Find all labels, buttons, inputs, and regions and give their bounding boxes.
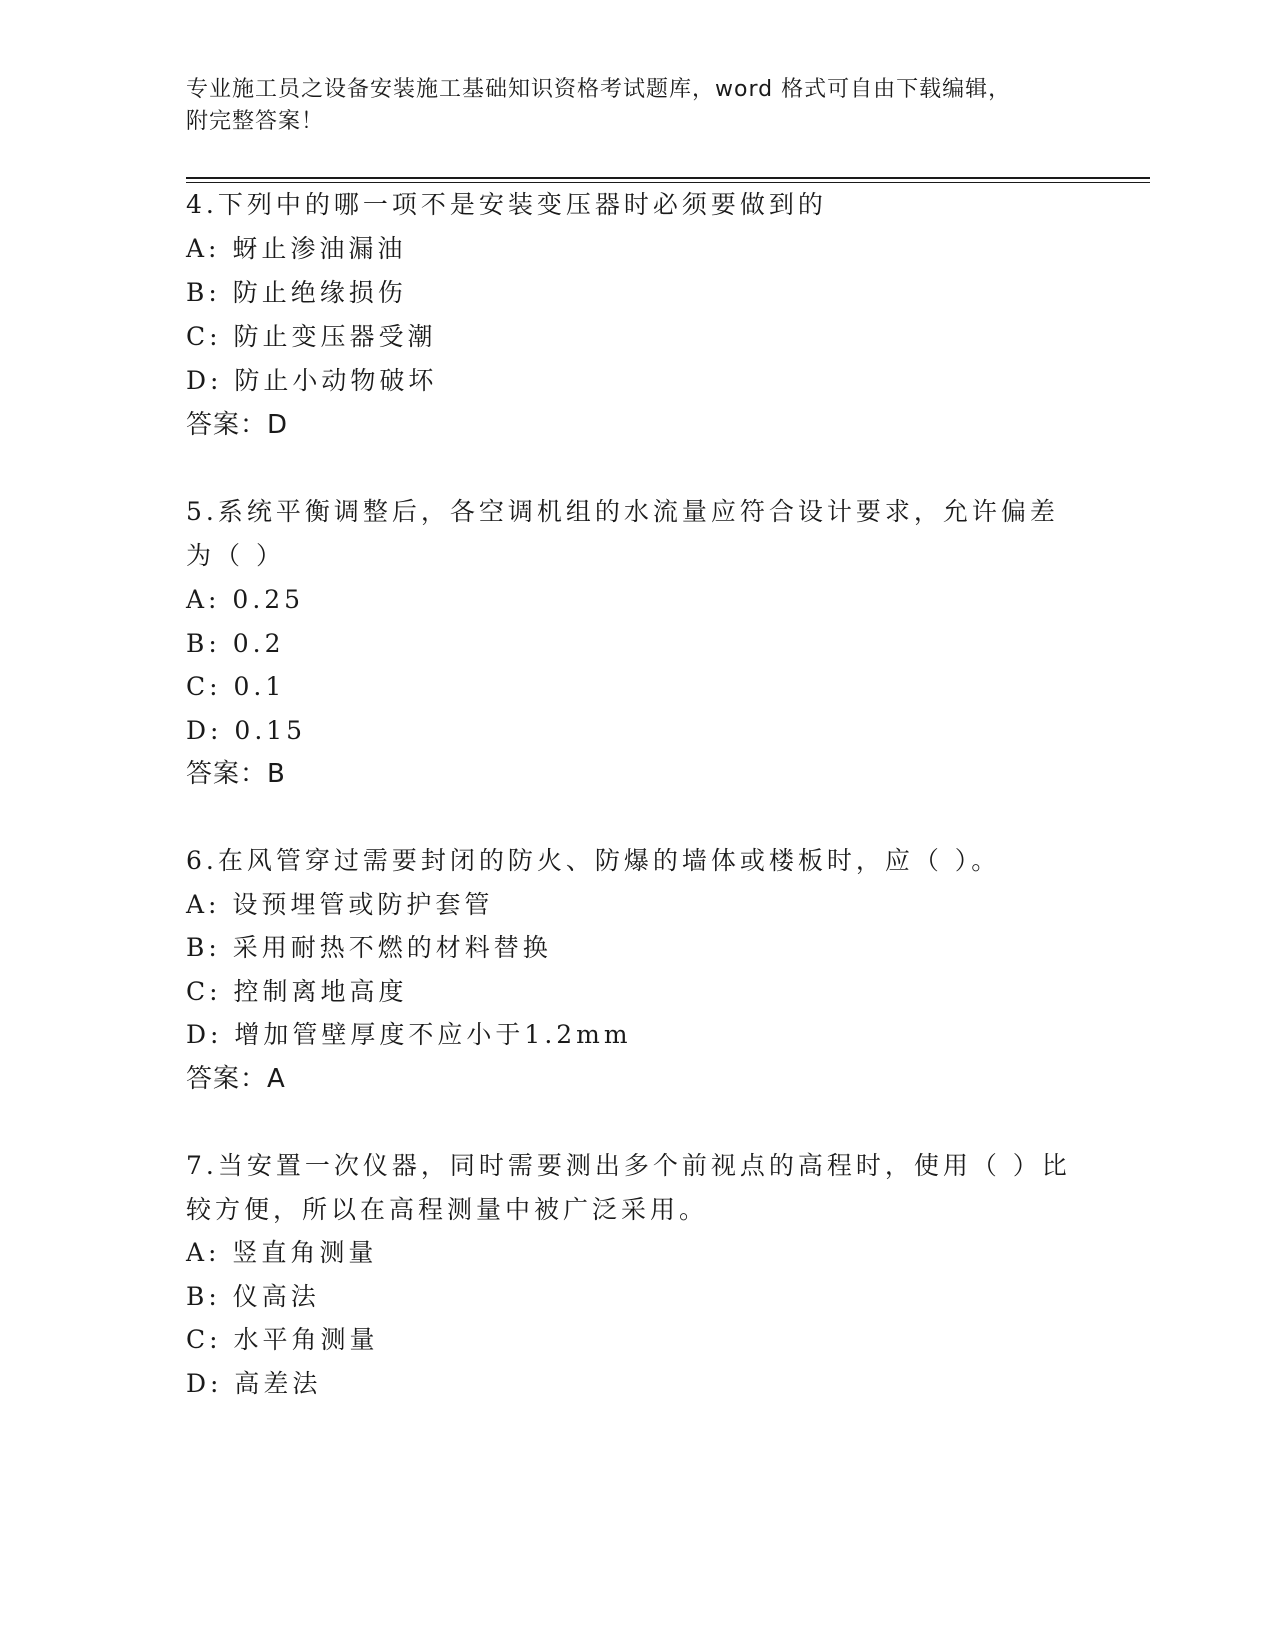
header-rule-thick [186,177,1150,179]
question-7-stem-line-1: 7.当安置一次仪器，同时需要测出多个前视点的高程时，使用（ ）比 [186,1151,1071,1180]
question-4-option-a: A: 蚜止渗油漏油 [186,234,407,263]
question-7-option-d: D: 高差法 [186,1369,322,1398]
question-7-option-c: C: 水平角测量 [186,1325,379,1354]
question-4-stem-line-1: 4.下列中的哪一项不是安装变压器时必须要做到的 [186,190,827,219]
question-5-stem-line-1: 5.系统平衡调整后，各空调机组的水流量应符合设计要求，允许偏差 [186,497,1059,526]
header-rule-thin [186,182,1150,183]
question-5-answer: 答案：B [186,759,286,789]
question-6-answer: 答案：A [186,1064,286,1094]
question-4-answer: 答案：D [186,410,289,440]
question-4-option-d: D: 防止小动物破坏 [186,366,438,395]
question-7-option-a: A: 竖直角测量 [186,1238,378,1267]
question-5-option-b: B: 0.2 [186,629,285,658]
question-6-option-c: C: 控制离地高度 [186,977,408,1006]
question-4-option-c: C: 防止变压器受潮 [186,322,437,351]
header-line-2: 附完整答案！ [186,109,325,134]
header-line-1: 专业施工员之设备安装施工基础知识资格考试题库，word 格式可自由下载编辑， [186,77,1012,102]
question-5-option-c: C: 0.1 [186,672,286,701]
question-6-stem-line-1: 6.在风管穿过需要封闭的防火、防爆的墙体或楼板时，应（ ）。 [186,846,1001,875]
question-6-option-b: B: 采用耐热不燃的材料替换 [186,933,552,962]
question-6-option-d: D: 增加管壁厚度不应小于1.2mm [186,1020,632,1049]
question-4-option-b: B: 防止绝缘损伤 [186,278,407,307]
question-7-option-b: B: 仪高法 [186,1282,320,1311]
question-6-option-a: A: 设预埋管或防护套管 [186,890,494,919]
question-5-stem-line-2: 为（ ） [186,541,285,570]
question-5-option-a: A: 0.25 [186,585,305,614]
question-5-option-d: D: 0.15 [186,716,307,745]
question-7-stem-line-2: 较方便，所以在高程测量中被广泛采用。 [186,1195,709,1224]
document-header [186,74,1086,138]
